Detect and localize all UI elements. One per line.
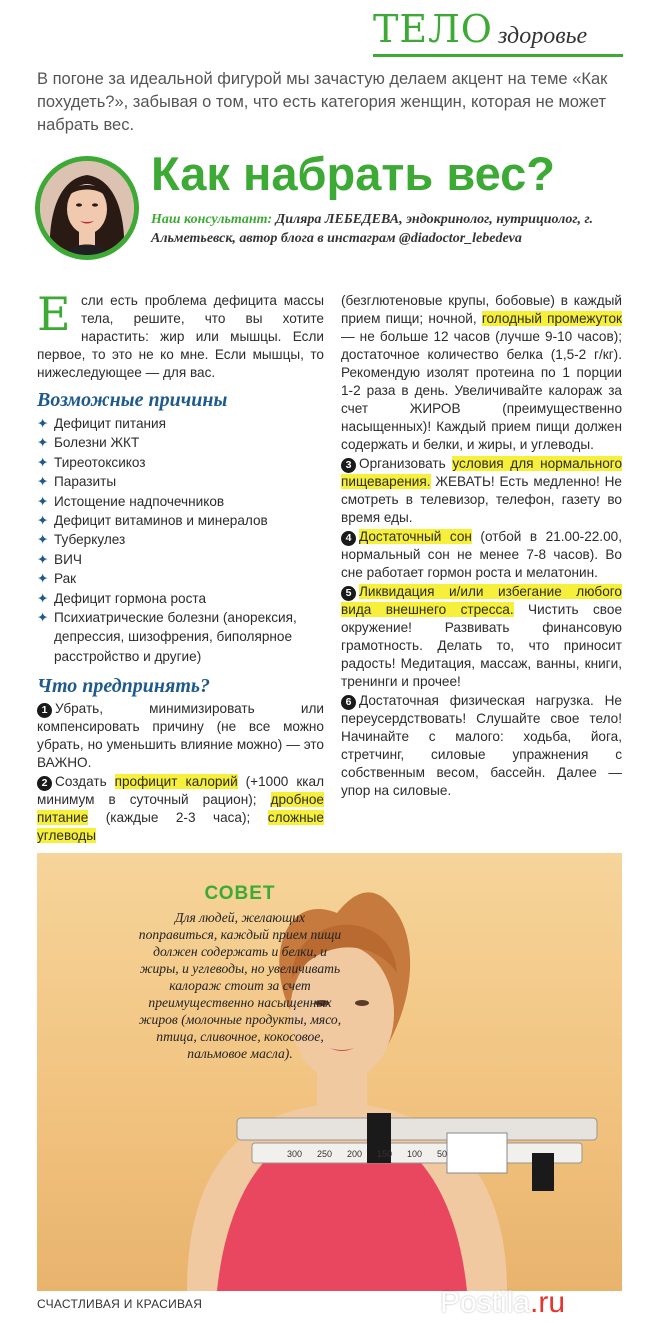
star-bullet-icon: ✦ [37, 435, 49, 451]
step-number-icon: 1 [37, 703, 52, 718]
drop-cap: Е [37, 287, 71, 341]
star-bullet-icon: ✦ [37, 610, 49, 626]
step-6-text: Достаточная физическая нагрузка. Не переусердствовать! Слушайте свое тело! Начинайте с малого: ходьба, йога, стретчинг, силовые упражнения с собственным весом, бассейн. Далее — упор на силовые. [341, 693, 622, 798]
highlight-stress: Ликвидация и/или избегание любого вида внешнего стресса. [341, 584, 622, 617]
left-column [37, 287, 324, 846]
right-column [341, 292, 622, 801]
highlight-digestion: условия для нормального пищеварения. [341, 456, 623, 489]
footer-magazine-name: СЧАСТЛИВАЯ И КРАСИВАЯ [37, 1297, 203, 1311]
advice-box [135, 883, 345, 1062]
watermark [440, 1286, 565, 1320]
cause-text: Психиатрические болезни (анорексия, депрессия, шизофрения, биполярное расстройство и другие) [54, 610, 297, 664]
section-subtitle: здоровье [498, 23, 588, 49]
causes-heading: Возможные причины [37, 389, 228, 411]
highlight-complex-carbs: сложные углеводы [37, 810, 324, 844]
causes-list [37, 414, 324, 666]
star-bullet-icon: ✦ [37, 532, 49, 548]
cause-text: Дефицит питания [54, 416, 166, 431]
cause-text: Рак [54, 571, 77, 587]
consultant-info [151, 210, 621, 248]
scale-tick-label: 250 [317, 1149, 333, 1159]
lead-paragraph: В погоне за идеальной фигурой мы зачастую делаем акцент на теме «Как похудеть?», забывая о том, что есть категория женщин, которая не может набрать вес. [37, 70, 608, 134]
step-2-continued [341, 292, 622, 454]
highlight-sleep: Достаточный сон [359, 529, 472, 544]
cause-item [37, 433, 324, 452]
step-2-text: — не больше 12 часов (лучше 9-10 часов); достаточное количество белка (1,5-2 г/кг). Рекомендую изолят протеина по 1 порции 1-2 раза в день. Увеличивайте калораж за счет ЖИРОВ (преимущественно насыщенных)! Каждый прием пищи должен содержать и белки, и жиры, и углеводы. [341, 329, 622, 452]
article-photo [37, 853, 622, 1291]
step-4-text: (отбой в 21.00-22.00, нормальный сон не менее 7-8 часов). Во сне работает гормон роста и мелатонин. [341, 529, 622, 580]
cause-item [37, 569, 324, 588]
step-2-text: (+1000 ккал минимум в суточный рацион); [37, 774, 324, 808]
watermark-part-a: Postila [440, 1286, 531, 1319]
header-rule [373, 54, 623, 57]
step-5 [341, 583, 622, 691]
cause-item [37, 492, 324, 511]
step-3 [341, 455, 622, 527]
cause-text: Дефицит витаминов и минералов [54, 513, 268, 529]
step-3-text: ЖЕВАТЬ! Есть медленно! Не смотреть в телевизор, телефон, газету во время еды. [341, 474, 622, 525]
cause-text: Дефицит гормона роста [54, 590, 207, 606]
step-2 [37, 773, 324, 845]
consultant-text: Диляра ЛЕБЕДЕВА, эндокринолог, нутрициолог, г. Альметьевск, автор блога в инстаграм @diadoctor_lebedeva [151, 212, 594, 246]
step-1-text: Убрать, минимизировать или компенсировать причину (не все можно убрать, но уменьшить влияние можно) — это ВАЖНО. [37, 701, 324, 771]
cause-item [37, 530, 324, 549]
consultant-label: Наш консультант: [151, 212, 273, 227]
star-bullet-icon: ✦ [37, 454, 49, 470]
highlight-fractional-meals: дробное питание [37, 792, 324, 826]
star-bullet-icon: ✦ [37, 416, 49, 431]
cause-text: Истощение надпочечников [54, 493, 225, 509]
step-number-icon: 2 [37, 776, 52, 791]
cause-item [37, 472, 324, 491]
scale-tick-label: 200 [347, 1149, 363, 1159]
step-number-icon: 6 [341, 695, 356, 710]
headline: Как набрать вес? [151, 147, 555, 200]
consultant-avatar [35, 156, 139, 260]
step-1 [37, 700, 324, 772]
step-2-text: Создать [55, 774, 115, 790]
highlight-fasting-interval: голодный промежуток [481, 311, 622, 326]
star-bullet-icon: ✦ [37, 551, 49, 567]
scale-tick-label: 50 [437, 1149, 448, 1159]
scale-tick-label: 150 [377, 1149, 393, 1159]
advice-text: Для людей, желающих поправиться, каждый прием пищи должен содержать и белки, и жиры, и углеводы, но увеличивать калораж стоит за счет преимущественно насыщенных жиров (молочные продукты, мясо, птица, сливочное, кокосовое, пальмовое масла). [138, 910, 342, 1061]
cause-text: Паразиты [54, 474, 117, 490]
intro-text: сли есть проблема дефицита массы тела, решите, что вы хотите нарастить: жир или мышцы. Если первое, то это не ко мне. Если мышцы, то нижеследующее — для вас. [37, 293, 324, 380]
cause-item [37, 608, 324, 666]
cause-text: Тиреотоксикоз [54, 454, 146, 470]
cause-text: Болезни ЖКТ [54, 435, 140, 451]
actions-heading: Что предпринять? [37, 675, 211, 698]
step-5-text: Чистить свое окружение! Развивать финансовую грамотность. Делать то, что приносит радость! Медитация, массаж, ванны, книги, тренинги и прочее! [341, 602, 623, 689]
star-bullet-icon: ✦ [37, 474, 49, 490]
step-3-text: Организовать [359, 456, 453, 471]
step-number-icon: 5 [341, 586, 356, 601]
portrait-illustration [40, 161, 134, 255]
step-number-icon: 4 [341, 531, 356, 546]
step-6 [341, 692, 622, 800]
star-bullet-icon: ✦ [37, 590, 49, 606]
star-bullet-icon: ✦ [37, 571, 49, 587]
step-4 [341, 528, 622, 582]
star-bullet-icon: ✦ [37, 513, 49, 529]
highlight-calorie-surplus: профицит калорий [114, 774, 238, 790]
cause-item [37, 453, 324, 472]
cause-text: Туберкулез [54, 532, 126, 548]
section-title: ТЕЛО [373, 7, 493, 51]
intro-paragraph [37, 287, 324, 382]
step-2-text: (каждые 2-3 часа); [88, 810, 268, 826]
scale-tick-label: 100 [407, 1149, 423, 1159]
star-bullet-icon: ✦ [37, 493, 49, 509]
cause-text: ВИЧ [54, 551, 82, 567]
cause-item [37, 511, 324, 530]
cause-item [37, 550, 324, 569]
step-number-icon: 3 [341, 458, 356, 473]
cause-item [37, 414, 324, 433]
advice-title: СОВЕТ [204, 883, 276, 904]
step-2-text: (безглютеновые крупы, бобовые) в каждый прием пищи; ночной, [341, 293, 622, 326]
scale-tick-label: 300 [287, 1149, 303, 1159]
cause-item [37, 589, 324, 608]
watermark-part-b: .ru [530, 1286, 566, 1319]
